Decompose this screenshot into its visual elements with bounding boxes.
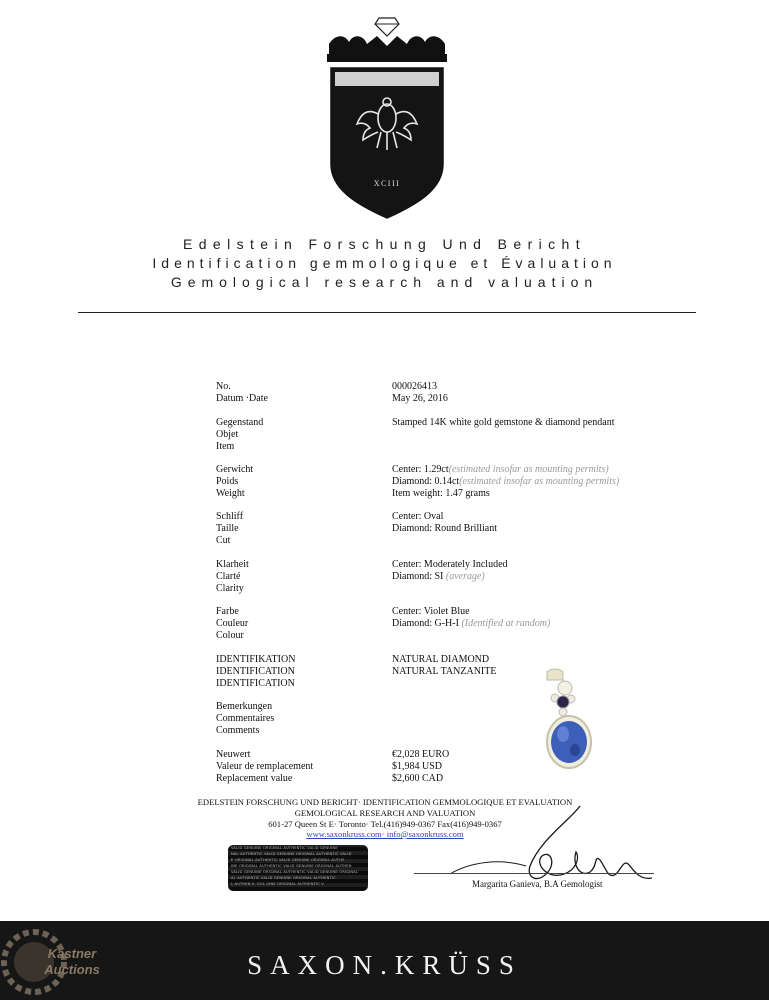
pendant-photo <box>525 666 620 778</box>
label: Bemerkungen <box>216 701 273 712</box>
cut-center: Center: Oval <box>392 511 444 522</box>
crown-ornament <box>327 36 447 62</box>
label: Replacement value <box>216 772 293 784</box>
crest-logo <box>323 14 451 220</box>
diamond-icon <box>375 18 399 36</box>
label: Objet <box>216 428 239 440</box>
report-date: May 26, 2016 <box>392 392 448 404</box>
label: Poids <box>216 475 239 487</box>
heading-german: Edelstein Forschung Und Bericht <box>182 236 587 252</box>
identification-tanzanite: NATURAL TANZANITE <box>392 665 497 677</box>
brand-name: SAXON.KRÜSS <box>247 950 522 980</box>
label: Neuwert <box>216 749 251 760</box>
footer-company: EDELSTEIN FORSCHUNG UND BERICHT· IDENTIFICATION GEMMOLOGIQUE ET EVALUATION <box>197 797 573 807</box>
heading-french: Identification gemmologique et Évaluation <box>152 255 617 271</box>
label: Comments <box>216 724 260 736</box>
label: Commentaires <box>216 712 275 724</box>
cut-diamond: Diamond: Round Brilliant <box>392 522 497 534</box>
weight-diamond-note: (estimated insofar as mounting permits) <box>459 475 620 487</box>
footer-links[interactable]: www.saxonkruss.com· info@saxonkruss.com <box>306 829 464 839</box>
hologram-text: E ORIGINAL AUTHENTIC VALID GENUINE ORIGINAL AUTHE <box>231 858 345 862</box>
label: IDENTIFICATION <box>216 665 295 677</box>
colour-center: Center: Violet Blue <box>392 606 470 617</box>
heading-divider <box>78 312 696 313</box>
hologram-text: AL AUTHENTIC VALID GENUINE ORIGINAL AUTHENTIC <box>231 876 336 880</box>
label: Schliff <box>216 511 244 522</box>
label: Klarheit <box>216 559 249 570</box>
watermark-line2: Auctions <box>44 962 100 977</box>
signer-name: Margarita Ganieva, B.A Gemologist <box>472 879 603 889</box>
colour-diamond: Diamond: G-H-I <box>392 617 459 629</box>
hologram-text: NAL AUTHENTIC VALID GENUINE ORIGINAL AUTHENTIC VALID <box>231 852 352 856</box>
signature-line <box>414 873 654 874</box>
hologram-text: VALID GENUINE ORIGINAL AUTHENTIC VALID GENUINE <box>231 846 338 850</box>
value-euro: €2,028 EURO <box>392 749 450 760</box>
label: Farbe <box>216 606 239 617</box>
colour-diamond-note: (Identified at random) <box>461 617 551 629</box>
clarity-diamond-note: (average) <box>445 570 485 582</box>
label: Gegenstand <box>216 417 264 428</box>
label: No. <box>216 381 231 392</box>
report-number: 000026413 <box>392 381 437 392</box>
crest-numeral: XCIII <box>373 179 401 188</box>
label: IDENTIFIKATION <box>216 654 296 665</box>
clarity-center: Center: Moderately Included <box>392 559 508 570</box>
item-value: Stamped 14K white gold gemstone & diamond pendant <box>392 417 615 428</box>
label: Valeur de remplacement <box>216 760 314 772</box>
label: Colour <box>216 629 244 641</box>
footer-address: 601-27 Queen St E· Toronto· Tel.(416)949-0367 Fax(416)949-0367 <box>268 819 502 829</box>
clarity-diamond: Diamond: SI <box>392 570 444 582</box>
label: Clarity <box>216 582 244 594</box>
label: Taille <box>216 522 239 534</box>
hologram-text: VALID GENUINE ORIGINAL AUTHENTIC VALID GENUINE ORIGINAL <box>231 870 359 874</box>
label: Weight <box>216 487 245 499</box>
watermark-line1: Kastner <box>47 946 97 961</box>
weight-item: Item weight: 1.47 grams <box>392 487 490 499</box>
label: Gerwicht <box>216 464 254 475</box>
hologram-text: L AUTHEN IL GOL UINE ORIGINAL AUTHENTIC V <box>231 882 325 886</box>
weight-diamond: Diamond: 0.14ct <box>392 475 460 487</box>
label: Datum ·Date <box>216 392 268 404</box>
value-cad: $2,600 CAD <box>392 772 444 784</box>
label: Couleur <box>216 617 249 629</box>
label: IDENTIFICATION <box>216 677 295 689</box>
identification-diamond: NATURAL DIAMOND <box>392 654 490 665</box>
heading-english: Gemological research and valuation <box>170 274 599 290</box>
label: Cut <box>216 534 231 546</box>
hologram-text: INE ORIGINAL AUTHENTIC VALID GENUINE ORIGINAL AUTHEN <box>231 864 352 868</box>
footer-company-2: GEMOLOGICAL RESEARCH AND VALUATION <box>294 808 476 818</box>
label: Clarté <box>216 570 241 582</box>
weight-center-note: (estimated insofar as mounting permits) <box>448 464 609 475</box>
label: Item <box>216 440 235 452</box>
hologram-seal <box>228 845 368 891</box>
value-usd: $1,984 USD <box>392 760 443 772</box>
weight-center: Center: 1.29ct <box>392 464 449 475</box>
